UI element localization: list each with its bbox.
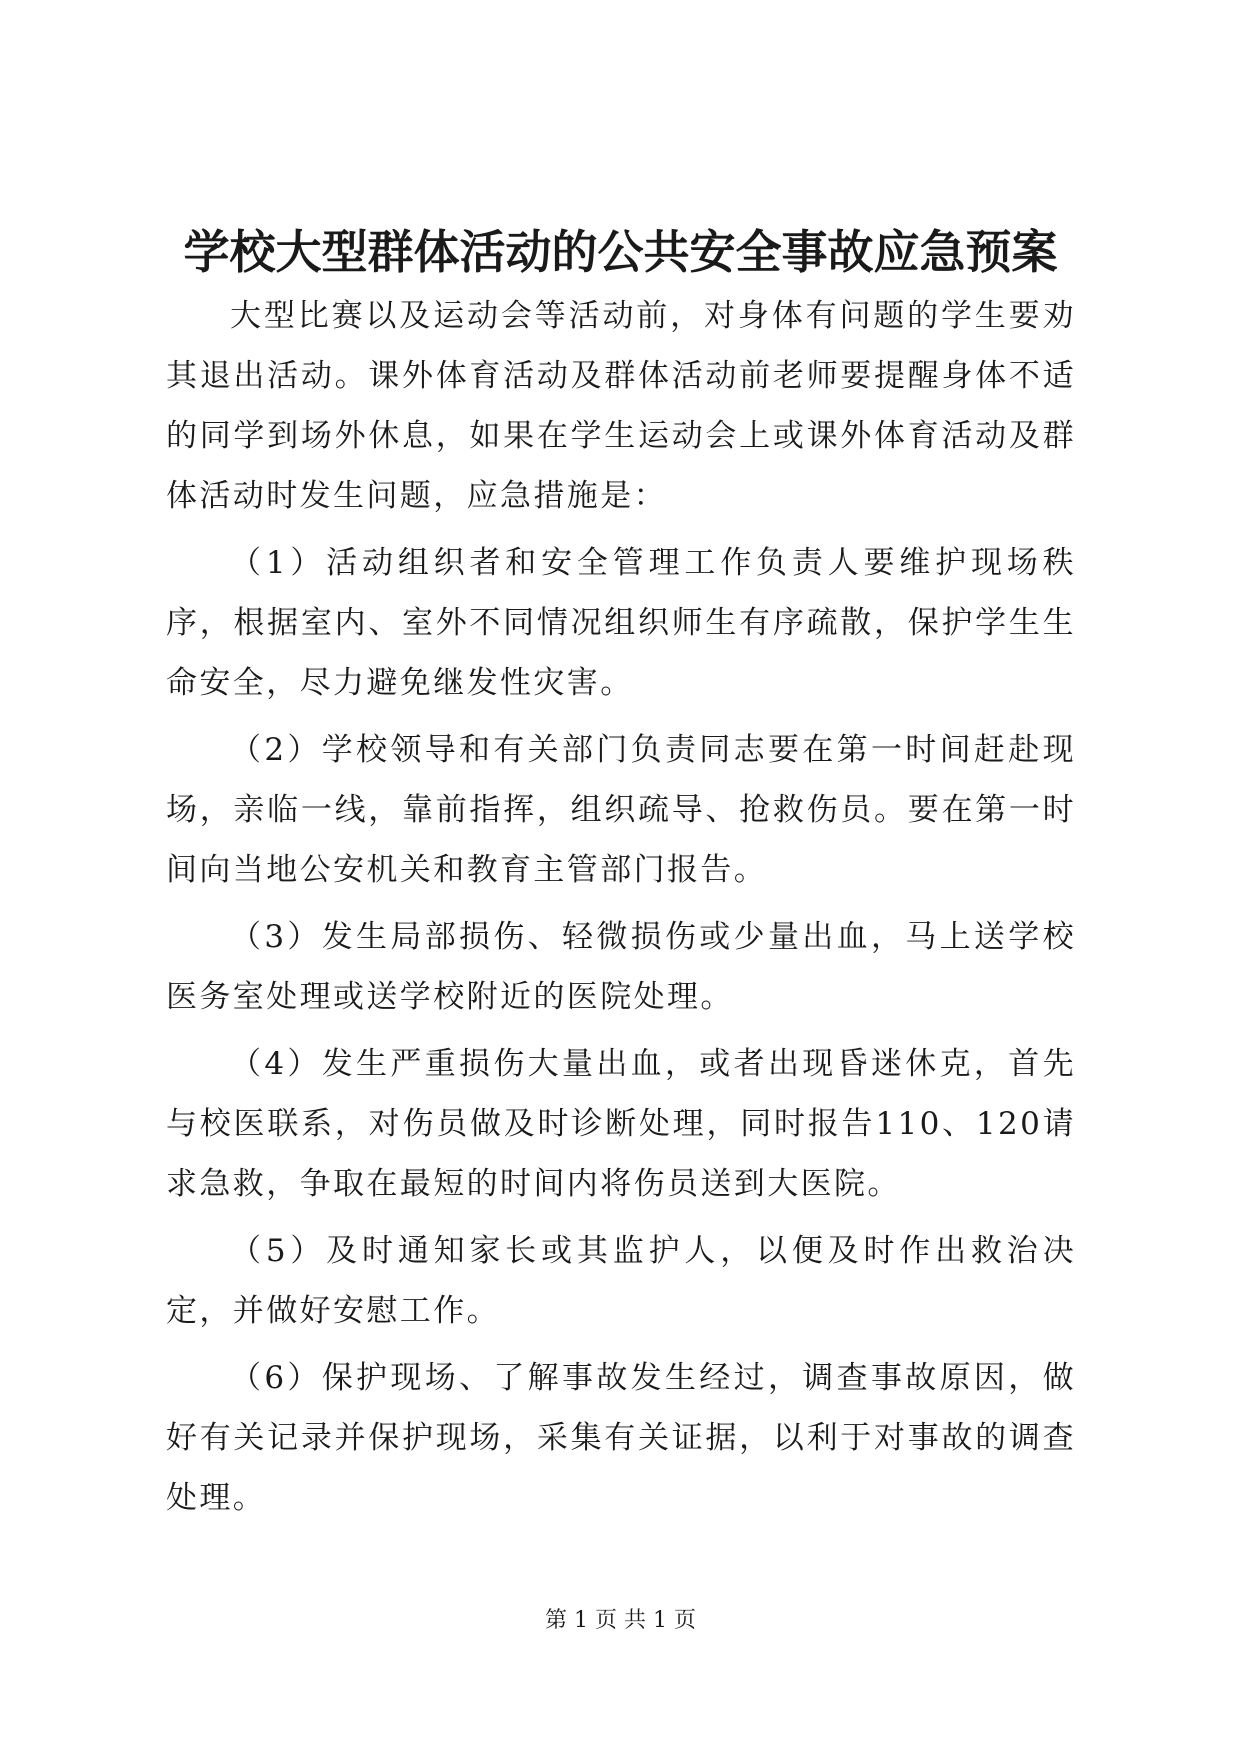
paragraph-item-6: （6）保护现场、了解事故发生经过，调查事故原因，做好有关记录并保护现场，采集有关证据，以利于对事故的调查处理。: [166, 1360, 1076, 1516]
paragraph-item-2: （2）学校领导和有关部门负责同志要在第一时间赶赴现场，亲临一线，靠前指挥，组织疏导、抢救伤员。要在第一时间向当地公安机关和教育主管部门报告。: [166, 732, 1076, 888]
page-number-footer: 第 1 页 共 1 页: [545, 1608, 696, 1633]
paragraph-intro: 大型比赛以及运动会等活动前，对身体有问题的学生要劝其退出活动。课外体育活动及群体活动前老师要提醒身体不适的同学到场外休息，如果在学生运动会上或课外体育活动及群体活动时发生问题，应急措施是：: [166, 298, 1076, 514]
paragraph-item-4: （4）发生严重损伤大量出血，或者出现昏迷休克，首先与校医联系，对伤员做及时诊断处理，同时报告110、120请求急救，争取在最短的时间内将伤员送到大医院。: [166, 1046, 1076, 1202]
document-title: 学校大型群体活动的公共安全事故应急预案: [183, 225, 1058, 279]
paragraph-item-5: （5）及时通知家长或其监护人，以便及时作出救治决定，并做好安慰工作。: [166, 1233, 1076, 1329]
document-body: [166, 286, 1076, 1535]
paragraph-item-1: （1）活动组织者和安全管理工作负责人要维护现场秩序，根据室内、室外不同情况组织师生有序疏散，保护学生生命安全，尽力避免继发性灾害。: [166, 545, 1076, 701]
paragraph-item-3: （3）发生局部损伤、轻微损伤或少量出血，马上送学校医务室处理或送学校附近的医院处理。: [166, 919, 1076, 1015]
